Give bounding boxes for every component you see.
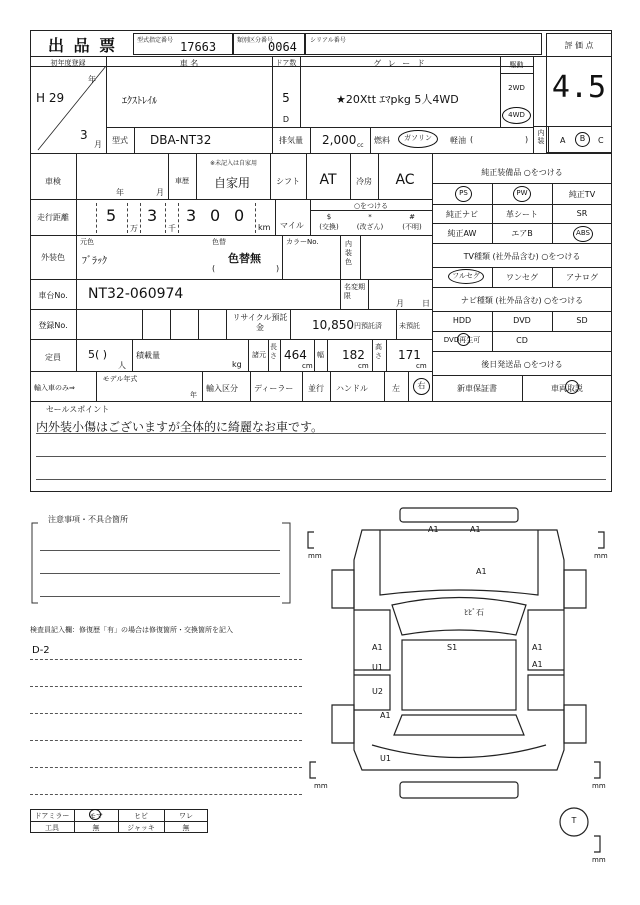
diag-s1: S1 <box>447 643 458 652</box>
v-132 <box>132 339 133 371</box>
eq-ps: PS <box>455 186 472 202</box>
v-396 <box>396 309 397 339</box>
reg-no-label: 登録No. <box>38 321 68 330</box>
mile-label: マイル <box>280 221 304 230</box>
capacity-value: 5( ) <box>88 348 108 361</box>
mm-tire: mm <box>592 856 606 864</box>
v-196 <box>196 153 197 199</box>
v-reg-2 <box>170 309 171 339</box>
mile-unknown: # (不明) <box>402 213 422 231</box>
diag-u1-bottom: U1 <box>380 754 391 763</box>
score-divider <box>546 56 612 57</box>
eq-sr: SR <box>576 209 588 218</box>
equipment-title: 純正装備品 ○をつける <box>481 168 563 177</box>
diag-a1-right2: A1 <box>532 660 543 669</box>
diag-a1-hood: A1 <box>476 567 487 576</box>
inspector-line1-text: D-2 <box>32 645 50 656</box>
score-value: 4.5 <box>551 70 607 105</box>
eq-line-4 <box>432 243 612 244</box>
ruibetsu-label: 類別区分番号 <box>237 37 274 44</box>
mileage-digit-4: 0 <box>210 206 221 225</box>
row-line-235 <box>30 235 432 236</box>
v-282 <box>282 235 283 279</box>
height-label: 高さ <box>375 343 382 360</box>
mm-top-left: mm <box>308 552 322 560</box>
mile-altered: * (改ざん) <box>356 213 384 231</box>
diag-a1-rear-left: A1 <box>380 711 391 720</box>
eq-hdd: HDD <box>452 316 472 325</box>
mirror-mote: モマ <box>89 812 103 820</box>
circle-note: ○をつける <box>353 202 389 210</box>
jack-label: ジャッキ <box>127 824 155 832</box>
mileage-digit-5: 0 <box>234 206 245 225</box>
v-386 <box>386 339 387 371</box>
eq-sd: SD <box>576 316 588 325</box>
interior-b: B <box>575 132 590 147</box>
caution-line-3 <box>40 596 280 597</box>
handle-label: ハンドル <box>336 384 368 393</box>
eq-manual-mark <box>565 380 579 394</box>
v-330 <box>330 371 331 401</box>
length-cm: cm <box>302 362 313 370</box>
v-340 <box>340 235 341 309</box>
caution-line-2 <box>40 573 280 574</box>
car-diagram <box>302 500 632 880</box>
color-label: 外装色 <box>41 253 65 262</box>
row1-top-line <box>30 56 546 57</box>
handle-right: 右 <box>413 378 430 395</box>
mirror-mote-mark <box>89 809 101 820</box>
diag-u1-left: U1 <box>372 663 383 672</box>
eq-oneseg: ワンセグ <box>506 273 538 282</box>
fuel-diesel-paren-l: ( <box>470 135 474 144</box>
inspector-label: 検査員記入欄：修復歴「有」の場合は修復箇所・交換箇所を記入 <box>30 626 233 634</box>
row-line-279 <box>30 279 432 280</box>
drive-2wd: 2WD <box>508 84 525 92</box>
katashiki-value: 17663 <box>180 40 217 54</box>
history-note: ※未記入は自家用 <box>210 160 258 167</box>
v-reg-1 <box>142 309 143 339</box>
load-unit: kg <box>232 360 242 369</box>
v-reg-3 <box>198 309 199 339</box>
v-548 <box>548 127 549 153</box>
cooling-label: 冷房 <box>356 177 372 186</box>
chassis-label: 車台No. <box>38 291 68 300</box>
first-reg-year-unit: 年 <box>88 75 96 84</box>
fuel-gasoline: ガソリン <box>398 130 438 148</box>
eq-line-1 <box>432 183 612 184</box>
katashiki-label: 型式指定番号 <box>137 37 174 44</box>
v-275 <box>275 199 276 235</box>
eq-aw: 純正AW <box>447 229 477 238</box>
import-type-label: 輸入区分 <box>206 384 238 393</box>
recycle-value: 10,850 <box>312 318 354 332</box>
load-label: 積載量 <box>136 351 160 360</box>
diag-a1-left: A1 <box>372 643 383 652</box>
mirror-ware: ワレ <box>179 812 193 820</box>
caution-label: 注意事項・不具合箇所 <box>48 515 128 524</box>
capacity-unit: 人 <box>118 361 126 370</box>
model-value: DBA-NT32 <box>150 133 212 147</box>
orig-color-value: ﾌﾞﾗｯｸ <box>82 256 107 267</box>
eq-airbag: エアB <box>511 229 533 238</box>
diag-a1-top2: A1 <box>470 525 481 534</box>
doors-value: 5 <box>282 91 290 105</box>
first-reg-era: H 29 <box>36 91 65 105</box>
eq-analog: アナログ <box>566 273 598 282</box>
v-268 <box>268 339 269 371</box>
v-327 <box>327 339 328 371</box>
inspector-line-2 <box>30 686 302 687</box>
repaint-value: 色替無 <box>228 252 261 265</box>
eq-fullseg: フルセグ <box>448 269 484 284</box>
inspection-label: 車検 <box>45 177 61 186</box>
ruibetsu-value: 0064 <box>268 40 297 54</box>
tool-label: 工具 <box>45 824 59 832</box>
v-408 <box>408 371 409 401</box>
width-value: 182 <box>342 348 365 362</box>
mileage-label: 走行距離 <box>37 213 69 222</box>
row1-bottom-line <box>106 127 533 128</box>
eq-line-9 <box>432 351 612 352</box>
mile-exchange: $ (交換) <box>319 213 339 231</box>
grade-value: ★20Xtt ｴﾏpkg 5人4WD <box>336 93 459 106</box>
score-label: 評 価 点 <box>564 41 594 50</box>
first-reg-month: 3 <box>80 128 88 142</box>
navi-title: ナビ種類 (社外品含む) ○をつける <box>460 296 584 305</box>
mileage-man: 万 <box>130 224 138 233</box>
eq-cd: CD <box>516 336 528 345</box>
eq-line-2 <box>432 204 612 205</box>
recycle-label: リサイクル預託金 <box>232 313 288 332</box>
eq-leather: 革シート <box>506 210 538 219</box>
chassis-value: NT32-060974 <box>88 286 184 302</box>
cooling-value: AC <box>395 172 415 188</box>
car-name-label: 車 名 <box>179 59 199 68</box>
first-reg-month-unit: 月 <box>94 140 102 149</box>
row-line-401 <box>30 401 612 402</box>
orig-color-label: 元色 <box>80 238 94 246</box>
shift-value: AT <box>319 172 337 188</box>
drive-line <box>500 73 533 74</box>
v-533 <box>533 56 534 153</box>
v-314 <box>314 339 315 371</box>
row-line-371 <box>30 371 432 372</box>
eq-line-5 <box>432 267 612 268</box>
diag-a1-right: A1 <box>532 643 543 652</box>
eq-line-8 <box>432 331 612 332</box>
eq-line-3 <box>432 223 612 224</box>
fuel-label: 燃料 <box>374 136 390 145</box>
mirror-hibi: ヒビ <box>134 812 148 820</box>
diag-hibi-ishi: ﾋﾋﾞ石 <box>464 608 484 617</box>
length-value: 464 <box>284 348 307 362</box>
v-134 <box>134 127 135 153</box>
interior-label: 内装 <box>537 129 545 145</box>
interior-a: A <box>560 136 566 145</box>
displacement-label: 排気量 <box>279 136 303 145</box>
eq-dvd-play: DVD再生可 <box>443 336 481 344</box>
v-96 <box>96 371 97 401</box>
mm-bottom-right: mm <box>592 782 606 790</box>
v-reg-4 <box>226 309 227 339</box>
inspector-line-4 <box>30 740 302 741</box>
row-line-199 <box>30 199 432 200</box>
width-label: 幅 <box>317 351 324 359</box>
history-label: 車歴 <box>175 177 189 185</box>
mileage-digit-1: 5 <box>106 206 117 225</box>
fuel-diesel: 軽油 <box>450 136 466 145</box>
inner-color-label: 内装色 <box>345 240 352 266</box>
import-label: 輸入車のみ⇒ <box>34 384 75 392</box>
first-reg-label: 初年度登録 <box>50 59 86 67</box>
recycle-unit: 円預託済 <box>354 322 382 330</box>
eq-manual: 車両取説 <box>551 384 583 393</box>
shift-label: シフト <box>276 177 300 186</box>
inspector-line-3 <box>30 713 302 714</box>
later-title: 後日発送品 ○をつける <box>481 360 563 369</box>
header-bottom-line <box>30 153 612 154</box>
name-change-month: 月 <box>396 299 404 308</box>
mile-inner-line <box>310 210 432 211</box>
form-title: 出 品 票 <box>48 36 118 55</box>
doors-label: ドア数 <box>275 59 297 67</box>
car-name-value: ｴｸｽﾄﾚｲﾙ <box>122 96 157 107</box>
eq-warranty: 新車保証書 <box>457 384 497 393</box>
inspection-year: 年 <box>116 188 124 197</box>
repaint-paren-r: ) <box>276 264 280 273</box>
mileage-digit-2: 3 <box>147 206 158 225</box>
v-250 <box>250 371 251 401</box>
mirror-label: ドアミラー <box>34 812 70 820</box>
eq-navi: 純正ナビ <box>446 210 478 219</box>
grade-label: グ レ ー ド <box>373 59 427 68</box>
v-202 <box>202 371 203 401</box>
height-value: 171 <box>398 348 421 362</box>
recycle-not: 未預託 <box>399 322 420 330</box>
displacement-unit: cc <box>357 142 364 149</box>
score-divider-2 <box>533 126 612 127</box>
diag-u2: U2 <box>372 687 383 696</box>
mileage-sen: 千 <box>168 224 176 233</box>
tool-value: 無 <box>92 824 100 832</box>
mileage-digit-3: 3 <box>186 206 197 225</box>
eq-dvd: DVD <box>513 316 531 325</box>
name-change-day: 日 <box>422 299 430 308</box>
repaint-paren-l: ( <box>212 264 216 273</box>
mileage-unit: km <box>258 223 271 232</box>
eq-tv: 純正TV <box>568 190 596 199</box>
eq-dvd-play-mark <box>457 333 470 346</box>
caution-line-1 <box>40 550 280 551</box>
displacement-value: 2,000 <box>322 133 357 147</box>
import-parallel: 並行 <box>308 384 324 393</box>
v-280 <box>280 339 281 371</box>
v-248 <box>248 339 249 371</box>
mirror-table-mid <box>30 821 208 822</box>
eq-line-7 <box>432 311 612 312</box>
diag-a1-top1: A1 <box>428 525 439 534</box>
color-no-label: カラーNo. <box>286 238 319 246</box>
tv-title: TV種類 (社外品含む) ○をつける <box>463 252 581 261</box>
model-year-label: モデル年式 <box>102 375 138 383</box>
sales-line-1 <box>36 433 606 434</box>
jack-value: 無 <box>182 824 190 832</box>
eq-line-6 <box>432 287 612 288</box>
v-310 <box>310 127 311 153</box>
interior-c: C <box>598 136 604 145</box>
length-label: 長さ <box>270 343 277 360</box>
width-cm: cm <box>358 362 369 370</box>
inspector-line-1 <box>30 659 302 660</box>
dims-label: 諸元 <box>252 351 266 359</box>
mm-bottom-left: mm <box>314 782 328 790</box>
drive-4wd: 4WD <box>502 107 531 124</box>
sales-line-3 <box>36 479 606 480</box>
fuel-diesel-paren-r: ) <box>525 135 529 144</box>
inspector-line-6 <box>30 794 302 795</box>
v-370 <box>370 127 371 153</box>
v-302 <box>302 371 303 401</box>
inspection-month: 月 <box>156 188 164 197</box>
mm-top-right: mm <box>594 552 608 560</box>
import-dealer: ディーラー <box>254 384 294 393</box>
v-372 <box>372 339 373 371</box>
eq-abs: ABS <box>573 226 593 242</box>
history-value: 自家用 <box>214 176 251 190</box>
model-label: 型式 <box>112 136 128 145</box>
v-368 <box>368 279 369 309</box>
row-line-309 <box>30 309 432 310</box>
capacity-label: 定員 <box>45 353 61 362</box>
caution-bracket <box>28 515 294 605</box>
v-384 <box>384 371 385 401</box>
height-cm: cm <box>416 362 427 370</box>
eq-pw: PW <box>513 186 531 202</box>
door-type: D <box>282 115 290 124</box>
v-360 <box>360 235 361 279</box>
diag-tire: T <box>571 816 577 825</box>
repaint-label: 色替 <box>212 238 226 246</box>
handle-left: 左 <box>392 384 400 393</box>
v-290 <box>290 309 291 339</box>
inspector-line-5 <box>30 767 302 768</box>
drive-label: 駆動 <box>509 61 524 69</box>
name-change-label: 名変期限 <box>344 283 365 300</box>
model-year-unit: 年 <box>190 391 197 399</box>
sales-label: セールスポイント <box>46 405 110 414</box>
serial-label: シリアル番号 <box>310 37 346 44</box>
sales-text: 内外装小傷はございますが全体的に綺麗なお車です。 <box>36 420 324 434</box>
sales-line-2 <box>36 456 606 457</box>
